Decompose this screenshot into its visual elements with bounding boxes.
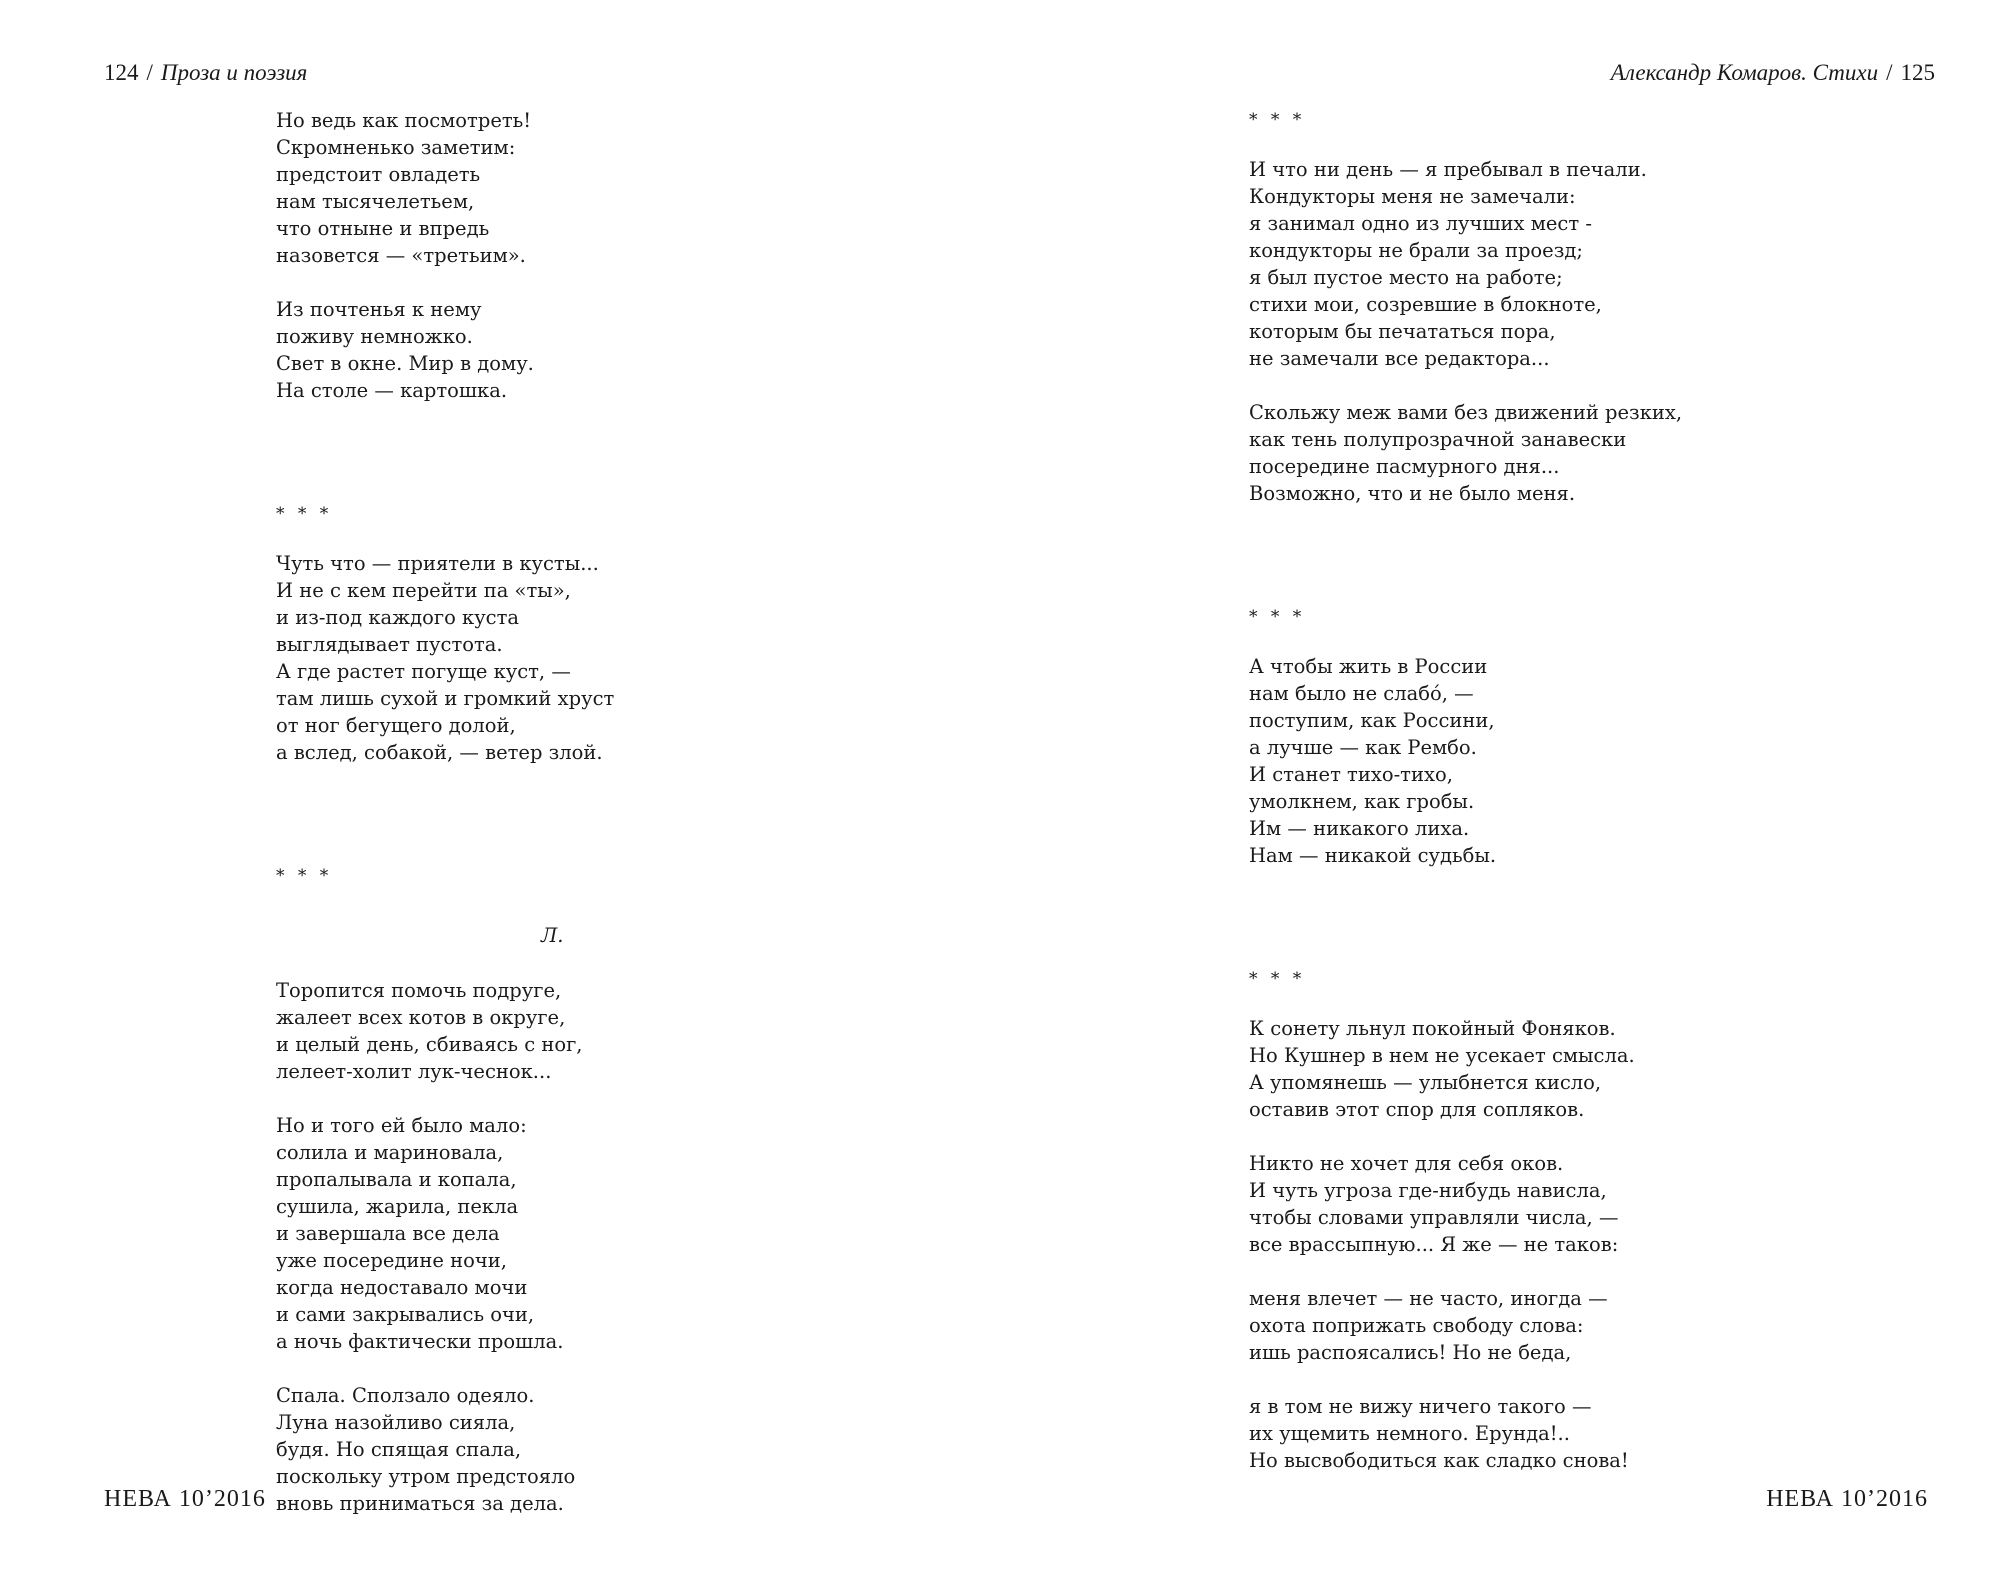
poem-line: я занимал одно из лучших мест - (1249, 212, 1592, 235)
poem-line: я в том не вижу ничего такого — (1249, 1395, 1592, 1418)
poem-line: Свет в окне. Мир в дому. (276, 352, 534, 375)
poem-line: чтобы словами управляли числа, — (1249, 1206, 1619, 1229)
poem-line: Луна назойливо сияла, (276, 1411, 516, 1434)
asterism-divider: * * * (276, 866, 333, 886)
poem-line: как тень полупрозрачной занавески (1249, 428, 1627, 451)
poem-line: когда недоставало мочи (276, 1276, 528, 1299)
stars-spacer (1249, 993, 1682, 1015)
right-text-column (1249, 107, 1682, 1501)
stanza (276, 107, 614, 269)
poem-line: Кондукторы меня не замечали: (1249, 185, 1576, 208)
stanza (1249, 1015, 1682, 1123)
poem-line: уже посередине ночи, (276, 1249, 507, 1272)
poem-line: охота поприжать свободу слова: (1249, 1314, 1584, 1337)
stanza (276, 1112, 614, 1355)
poem-line: пропалывала и копала, (276, 1168, 517, 1191)
poem-line: К сонету льнул покойный Фоняков. (1249, 1017, 1616, 1040)
poem-line: меня влечет — не часто, иногда — (1249, 1287, 1608, 1310)
poem-line: Скольжу меж вами без движений резких, (1249, 401, 1683, 424)
poem-line: не замечали все редактора... (1249, 347, 1550, 370)
poem-line: и сами закрывались очи, (276, 1303, 535, 1326)
header-separator: / (1886, 60, 1893, 85)
poem-line: а вслед, собакой, — ветер злой. (276, 741, 603, 764)
stanza (1249, 156, 1682, 372)
poem-spacer (1249, 896, 1682, 966)
poem-spacer (1249, 534, 1682, 604)
poem-line: оставив этот спор для сопляков. (1249, 1098, 1585, 1121)
poem-line: Скромненько заметим: (276, 136, 516, 159)
poem-line: А где растет погуще куст, — (276, 660, 571, 683)
poem-line: солила и мариновала, (276, 1141, 504, 1164)
poem-line: будя. Но спящая спала, (276, 1438, 522, 1461)
poem-line: и из-под каждого куста (276, 606, 520, 629)
poem-line: Но ведь как посмотреть! (276, 109, 532, 132)
poem-line: все врассыпную... Я же — не таков: (1249, 1233, 1619, 1256)
poem-line: выглядывает пустота. (276, 633, 503, 656)
poem-line: которым бы печататься пора, (1249, 320, 1556, 343)
stanza (1249, 1393, 1682, 1474)
poem-line: там лишь сухой и громкий хруст (276, 687, 615, 710)
right-running-head (1611, 58, 1935, 88)
stanza (1249, 399, 1682, 507)
stanza (276, 977, 614, 1085)
stanza (1249, 1285, 1682, 1366)
poem-line: Торопится помочь подруге, (276, 979, 562, 1002)
poem-line: назовется — «третьим». (276, 244, 526, 267)
poem-line: Возможно, что и не было меня. (1249, 482, 1576, 505)
poem (1249, 966, 1682, 1474)
right-footer: НЕВА 10’2016 (1766, 1486, 1928, 1512)
poem-line: поскольку утром предстояло (276, 1465, 576, 1488)
poem-line: и целый день, сбиваясь с ног, (276, 1033, 583, 1056)
poem-line: И не с кем перейти па «ты», (276, 579, 571, 602)
poem-line: Чуть что — приятели в кусты... (276, 552, 599, 575)
poem-line: поступим, как Россини, (1249, 709, 1495, 732)
stanza (276, 296, 614, 404)
poem-line: поживу немножко. (276, 325, 473, 348)
poem (1249, 604, 1682, 869)
poem-line: от ног бегущего долой, (276, 714, 516, 737)
stars-spacer (276, 528, 614, 550)
right-page-number: 125 (1900, 60, 1935, 85)
section-title: Проза и поэзия (160, 60, 308, 85)
left-text-column (276, 107, 614, 1544)
stars-spacer (1249, 631, 1682, 653)
stanza (276, 1382, 614, 1517)
poem-line: я был пустое место на работе; (1249, 266, 1563, 289)
poem-line: жалеет всех котов в округе, (276, 1006, 566, 1029)
poem-line: посередине пасмурного дня... (1249, 455, 1560, 478)
poem-line: а лучше — как Рембо. (1249, 736, 1477, 759)
poem-line: Но Кушнер в нем не усекает смысла. (1249, 1044, 1635, 1067)
poem-line: умолкнем, как гробы. (1249, 790, 1475, 813)
poem-spacer (276, 793, 614, 863)
poem-line: нам было не слабо́, — (1249, 682, 1474, 705)
poem-spacer (276, 431, 614, 501)
stars-spacer (276, 890, 614, 912)
poem-line: стихи мои, созревшие в блокноте, (1249, 293, 1602, 316)
left-page-number: 124 (104, 60, 139, 85)
poem-line: И чуть угроза где-нибудь нависла, (1249, 1179, 1607, 1202)
right-page (1000, 0, 2000, 1594)
poem-line: Никто не хочет для себя оков. (1249, 1152, 1564, 1175)
poem-line: нам тысячелетьем, (276, 190, 475, 213)
header-separator: / (146, 60, 153, 85)
poem-line: что отныне и впредь (276, 217, 490, 240)
asterism-divider: * * * (1249, 969, 1306, 989)
poem (1249, 107, 1682, 507)
asterism-divider: * * * (276, 504, 333, 524)
stars-spacer (1249, 134, 1682, 156)
poem-line: Им — никакого лиха. (1249, 817, 1470, 840)
poem-line: Из почтенья к нему (276, 298, 482, 321)
poem-line: ишь распоясались! Но не беда, (1249, 1341, 1572, 1364)
poem-dedication: Л. (541, 924, 564, 947)
poem-line: Спала. Сползало одеяло. (276, 1384, 535, 1407)
poem-line: Но высвободиться как сладко снова! (1249, 1449, 1629, 1472)
left-footer: НЕВА 10’2016 (104, 1486, 266, 1512)
poem-line: лелеет-холит лук-чеснок... (276, 1060, 552, 1083)
stanza (1249, 653, 1682, 869)
poem-line: их ущемить немного. Ерунда!.. (1249, 1422, 1570, 1445)
poem-line: вновь приниматься за дела. (276, 1492, 564, 1515)
poem-line: А чтобы жить в России (1249, 655, 1488, 678)
poem-line: Но и того ей было мало: (276, 1114, 527, 1137)
asterism-divider: * * * (1249, 110, 1306, 130)
poem-line: И станет тихо-тихо, (1249, 763, 1453, 786)
poem (276, 107, 614, 404)
stanza (276, 550, 614, 766)
left-running-head (104, 58, 307, 88)
stanza (1249, 1150, 1682, 1258)
poem (276, 501, 614, 766)
poem (276, 863, 614, 1517)
poem-line: И что ни день — я пребывал в печали. (1249, 158, 1647, 181)
author-title: Александр Комаров. Стихи (1610, 60, 1879, 85)
poem-line: На столе — картошка. (276, 379, 508, 402)
poem-line: Нам — никакой судьбы. (1249, 844, 1497, 867)
asterism-divider: * * * (1249, 607, 1306, 627)
poem-line: сушила, жарила, пекла (276, 1195, 519, 1218)
poem-line: а ночь фактически прошла. (276, 1330, 564, 1353)
poem-line: кондукторы не брали за проезд; (1249, 239, 1583, 262)
poem-line: А упомянешь — улыбнется кисло, (1249, 1071, 1602, 1094)
poem-line: предстоит овладеть (276, 163, 481, 186)
poem-line: и завершала все дела (276, 1222, 500, 1245)
